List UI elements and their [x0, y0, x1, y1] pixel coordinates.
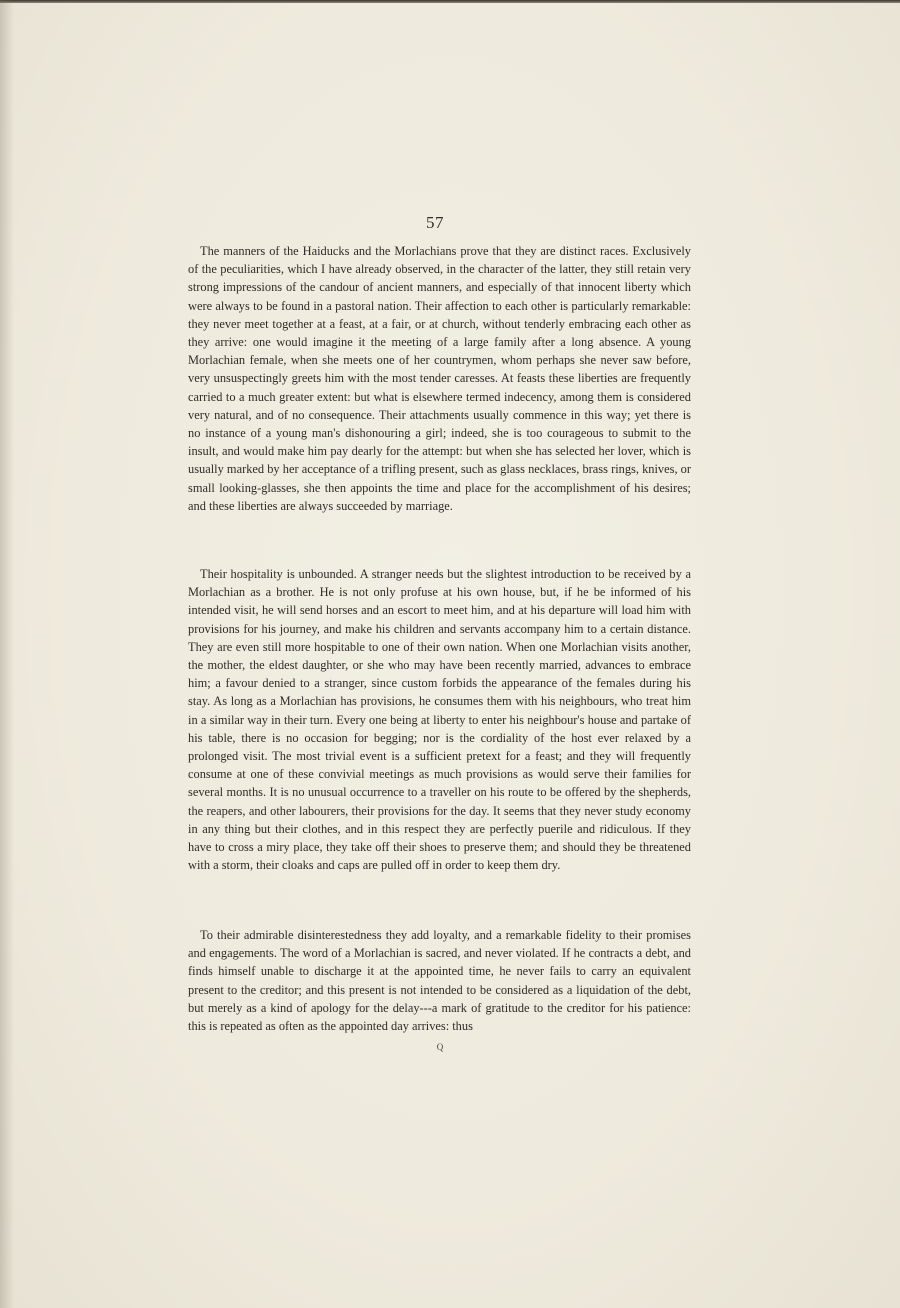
page-gutter-shadow — [0, 0, 14, 1308]
paragraph-text: The manners of the Haiducks and the Morlachians prove that they are distinct races. Exclusively of the peculiarities, which I have already observed, in the character of the latter, they still retain very strong impressions of the candour of ancient manners, and especially of that innocent liberty which were always to be found in a pastoral nation. Their affection to each other is particularly remarkable: they never meet together at a feast, at a fair, or at church, without tenderly embracing each other as they arrive: one would imagine it the meeting of a large family after a long absence. A young Morlachian female, when she meets one of her countrymen, whom perhaps she never saw before, very unsuspectingly greets him with the most tender caresses. At feasts these liberties are frequently carried to a much greater extent: but what is elsewhere termed indecency, among them is considered very natural, and of no consequence. Their attachments usually commence in this way; yet there is no instance of a young man's dishonouring a girl; indeed, she is too courageous to submit to the insult, and would make him pay dearly for the attempt: but when she has selected her lover, which is usually marked by her acceptance of a trifling present, such as glass necklaces, brass rings, knives, or small looking-glasses, she then appoints the time and place for the accomplishment of his desires; and these liberties are always succeeded by marriage. — [188, 244, 691, 513]
paragraph-hospitality — [188, 565, 691, 874]
signature-mark: Q — [436, 1042, 444, 1052]
page-number: 57 — [426, 213, 444, 232]
paragraph-loyalty — [188, 926, 691, 1035]
paragraph-text: To their admirable disinterestedness they add loyalty, and a remarkable fidelity to their promises and engagements. The word of a Morlachian is sacred, and never violated. If he contracts a debt, and finds himself unable to discharge it at the appointed time, he never fails to carry an equivalent present to the creditor; and this present is not intended to be considered as a liquidation of the debt, but merely as a kind of apology for the delay---a mark of gratitude to the creditor for his patience: this is repeated as often as the appointed day arrives: thus — [188, 928, 691, 1034]
page-top-edge — [0, 0, 900, 3]
paragraph-manners — [188, 242, 691, 515]
paragraph-text: Their hospitality is unbounded. A stranger needs but the slightest introduction to be received by a Morlachian as a brother. He is not only profuse at his own house, but, if he be informed of his intended visit, he will send horses and an escort to meet him, and at his departure will load him with provisions for his journey, and make his children and servants accompany him to a certain distance. They are even still more hospitable to one of their own nation. When one Morlachian visits another, the mother, the eldest daughter, or she who may have been recently married, advances to embrace him; a favour denied to a stranger, since custom forbids the appearance of the females during his stay. As long as a Morlachian has provisions, he consumes them with his neighbours, who treat him in a similar way in their turn. Every one being at liberty to enter his neighbour's house and partake of his table, there is no occasion for begging; nor is the cordiality of the host ever relaxed by a prolonged visit. The most trivial event is a sufficient pretext for a feast; and they will frequently consume at one of these convivial meetings as much provisions as would serve their families for several months. It is no unusual occurrence to a traveller on his route to be offered by the shepherds, the reapers, and other labourers, their provisions for the day. It seems that they never study economy in any thing but their clothes, and in this respect they are perfectly puerile and ridiculous. If they have to cross a miry place, they take off their shoes to preserve them; and should they be threatened with a storm, their cloaks and caps are pulled off in order to keep them dry. — [188, 567, 691, 873]
